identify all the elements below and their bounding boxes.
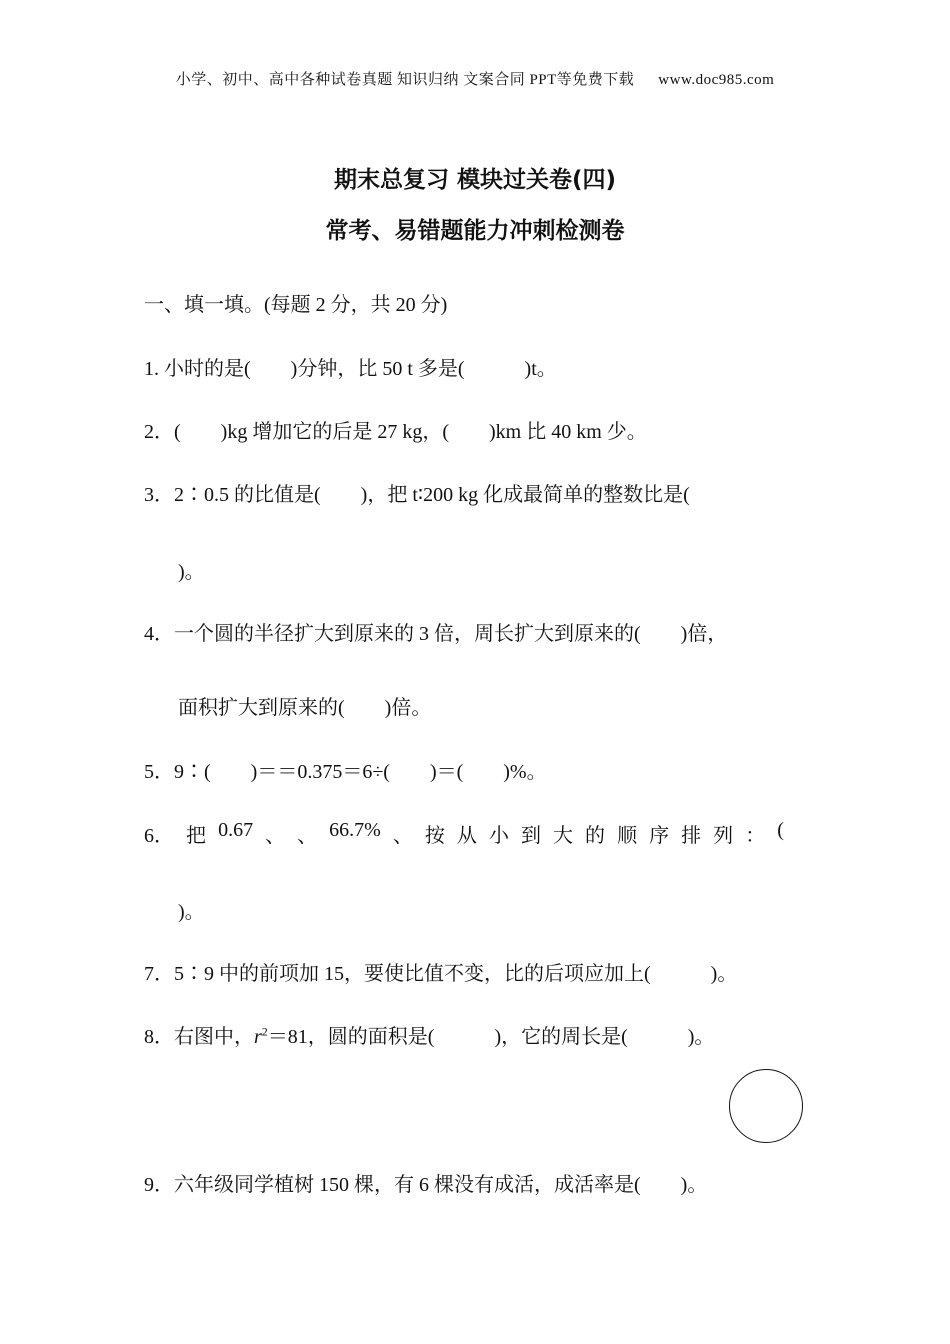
header-text: 小学、初中、高中各种试卷真题 知识归纳 文案合同 PPT等免费下载 xyxy=(175,72,635,88)
q6-token: ： xyxy=(745,825,766,847)
q6-token: 、 xyxy=(297,825,318,847)
header-site: www.doc985.com xyxy=(658,72,775,88)
q8-prefix: 8．右图中， xyxy=(144,1026,254,1048)
q6-token: 66.7% xyxy=(329,819,381,841)
question-2: 2．( )kg 增加它的后是 27 kg，( )km 比 40 km 少。 xyxy=(144,421,647,443)
q6-token: 6． xyxy=(144,825,174,847)
radius-variable: r xyxy=(254,1026,262,1048)
q6-token: 按 xyxy=(424,825,445,847)
exponent: 2 xyxy=(261,1024,268,1039)
page-subtitle: 常考、易错题能力冲刺检测卷 xyxy=(325,218,625,244)
question-6-continuation: )。 xyxy=(178,901,205,923)
question-4: 4．一个圆的半径扩大到原来的 3 倍，周长扩大到原来的( )倍， xyxy=(144,623,728,645)
q6-token: 从 xyxy=(456,825,477,847)
page-header xyxy=(0,68,950,89)
q6-token: 顺 xyxy=(617,825,638,847)
question-4-continuation: 面积扩大到原来的( )倍。 xyxy=(178,697,432,719)
circle-figure xyxy=(729,1069,803,1143)
q6-token: 排 xyxy=(681,825,702,847)
question-8 xyxy=(144,1020,714,1049)
question-1: 1. 小时的是( )分钟，比 50 t 多是( )t。 xyxy=(144,358,557,380)
section-heading: 一、填一填。(每题 2 分，共 20 分) xyxy=(144,294,448,316)
question-3-continuation: )。 xyxy=(178,561,205,583)
q6-token: ( xyxy=(777,819,784,841)
q6-token: 、 xyxy=(392,825,413,847)
q6-token: 到 xyxy=(520,825,541,847)
q6-token: 的 xyxy=(585,825,606,847)
question-7: 7．5∶9 中的前项加 15，要使比值不变，比的后项应加上( )。 xyxy=(144,963,738,985)
question-9: 9．六年级同学植树 150 棵，有 6 棵没有成活，成活率是( )。 xyxy=(144,1174,708,1196)
q6-token: 、 xyxy=(265,825,286,847)
q6-token: 把 xyxy=(186,825,207,847)
page-title: 期末总复习 模块过关卷(四) xyxy=(333,167,617,193)
q6-token: 序 xyxy=(649,825,670,847)
q6-token: 列 xyxy=(713,825,734,847)
q6-token: 小 xyxy=(488,825,509,847)
q8-suffix: ＝81，圆的面积是( )，它的周长是( )。 xyxy=(267,1026,715,1048)
question-3: 3．2∶0.5 的比值是( )，把 t∶200 kg 化成最简单的整数比是( xyxy=(144,484,690,506)
q6-token: 0.67 xyxy=(218,819,254,841)
question-6 xyxy=(144,819,784,848)
question-5: 5．9∶( )＝＝0.375＝6÷( )＝( )%。 xyxy=(144,761,547,783)
q6-token: 大 xyxy=(553,825,574,847)
